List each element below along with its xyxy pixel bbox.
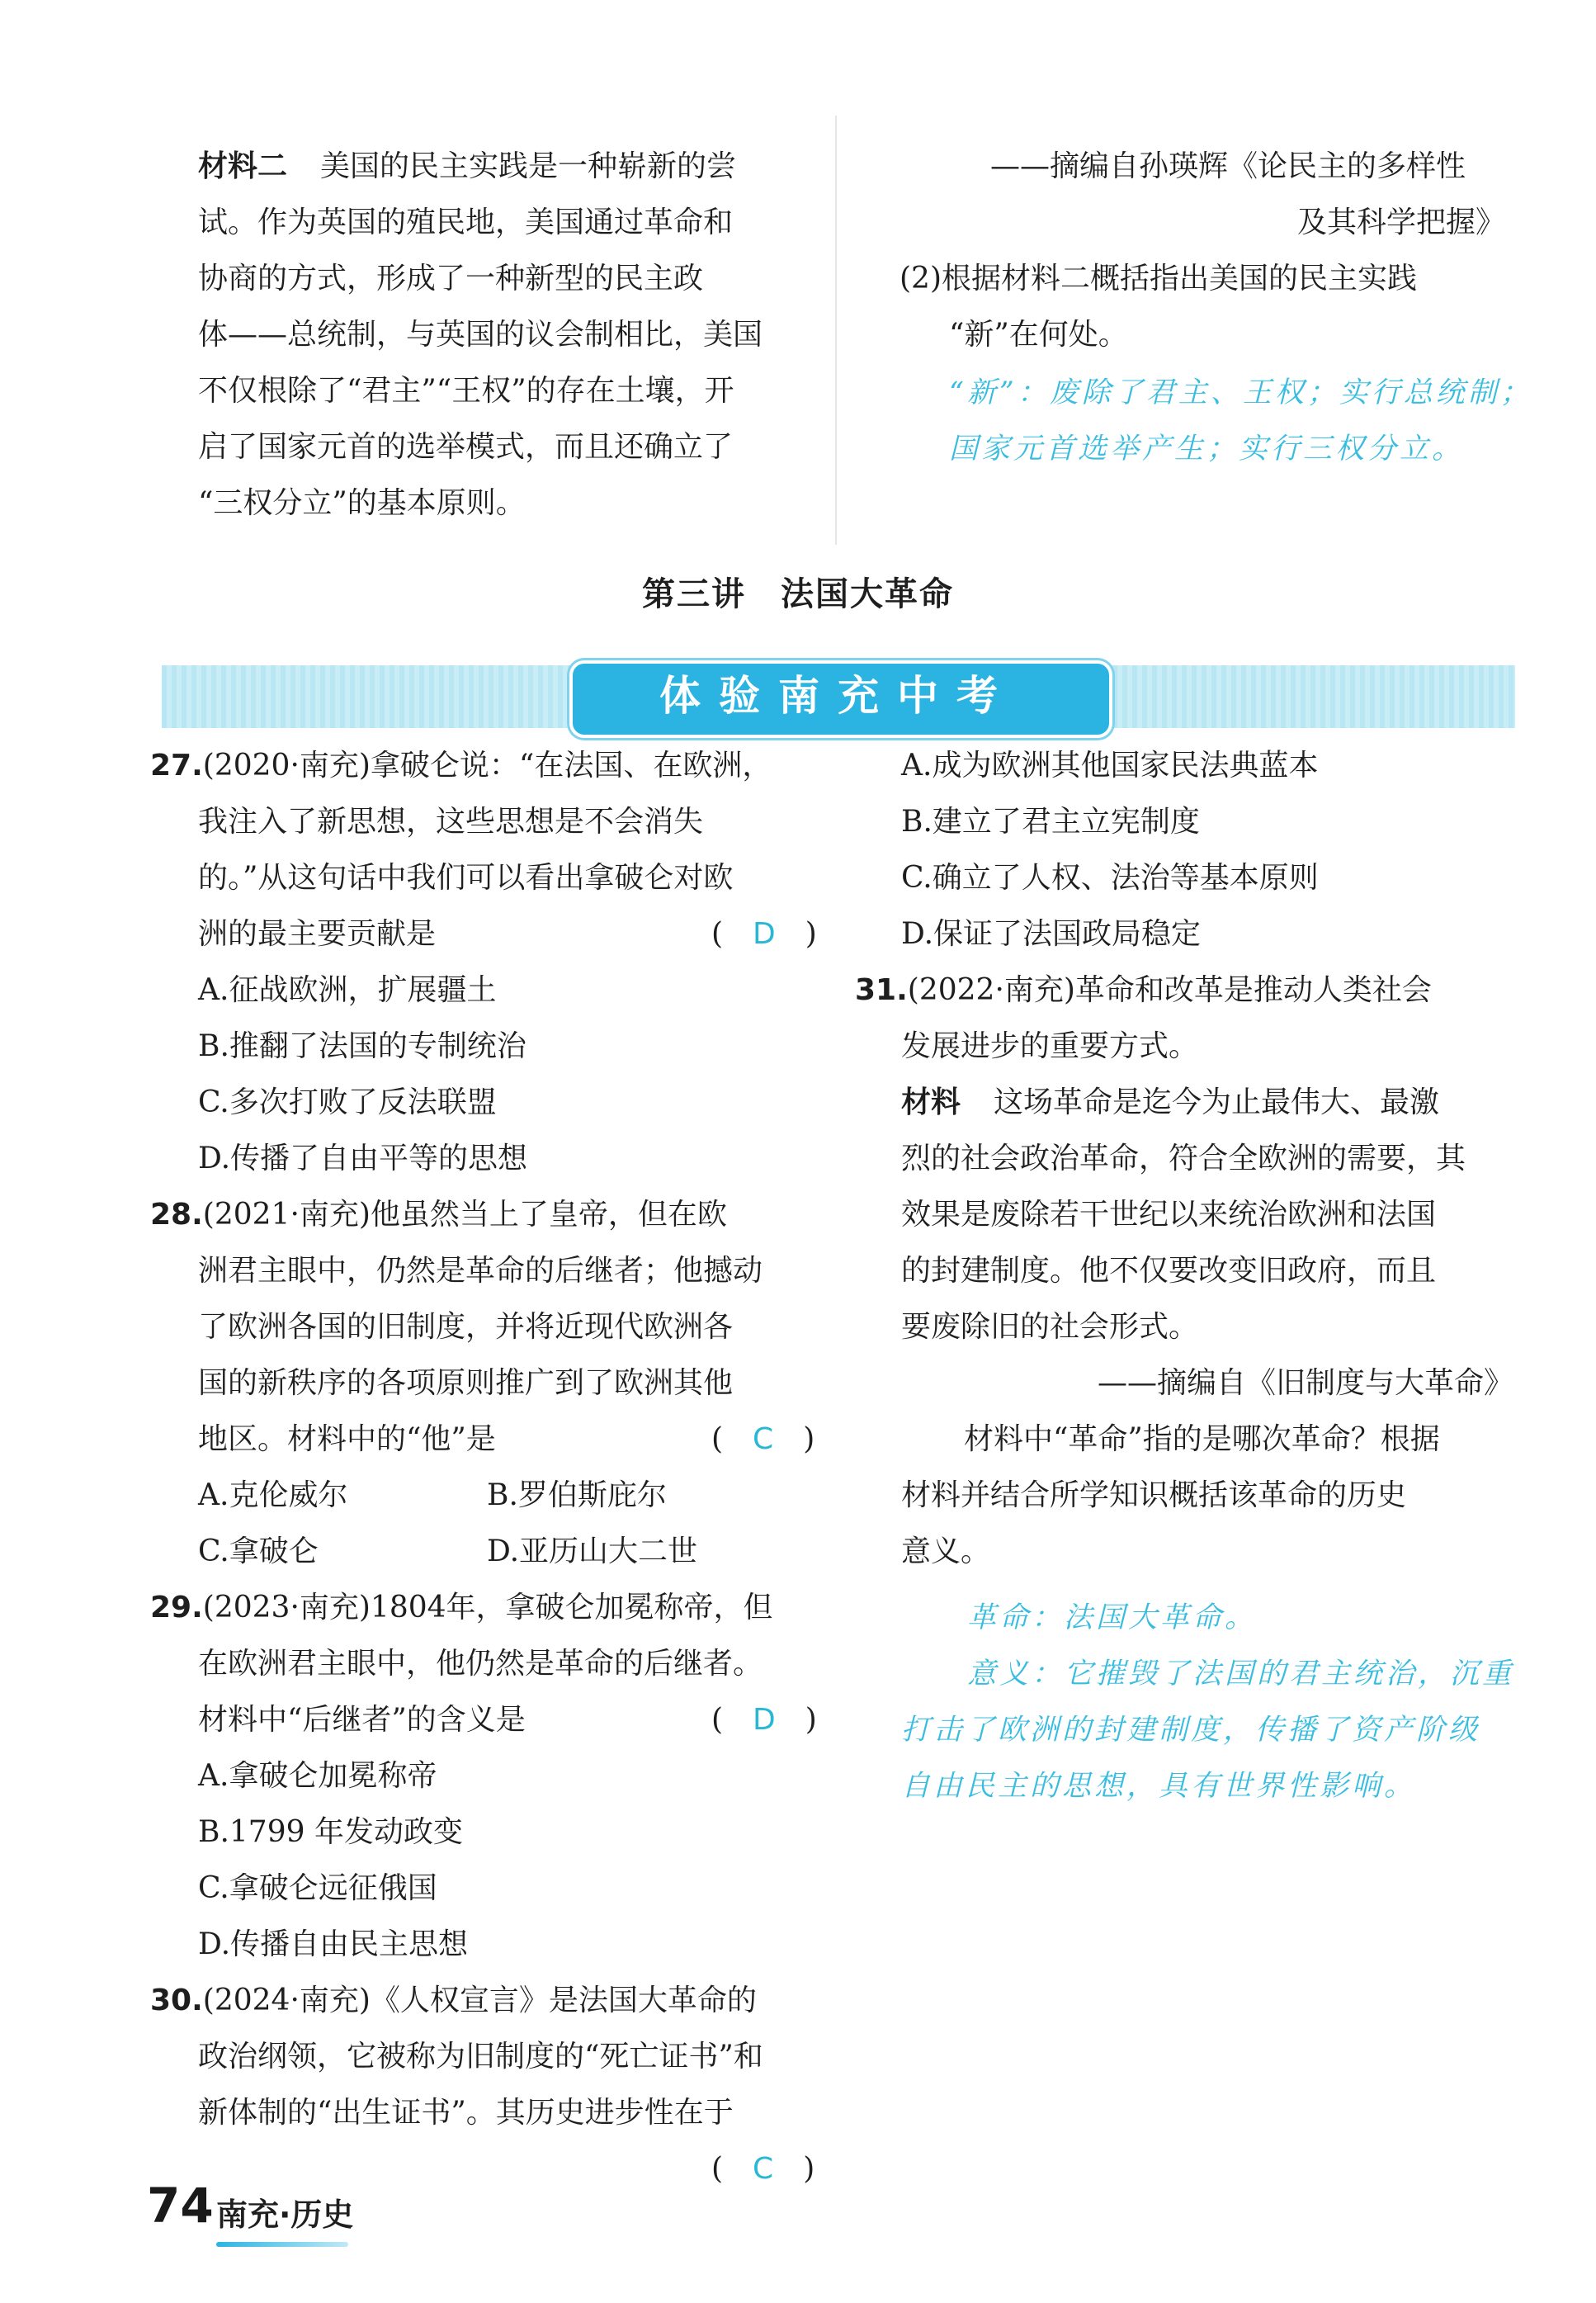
material-line: 要废除旧的社会形式。	[901, 1310, 1199, 1344]
question-number: 27.	[150, 749, 203, 783]
source-line: ——摘编自孙瑛辉《论民主的多样性	[990, 149, 1466, 183]
question-text: (2021·南充)他虽然当上了皇帝，但在欧	[202, 1198, 727, 1232]
material-line: 效果是废除若干世纪以来统治欧洲和法国	[901, 1198, 1437, 1232]
question-text: (2023·南充)1804年，拿破仑加冕称帝，但	[202, 1591, 773, 1624]
question-text: 洲君主眼中，仍然是革命的后继者；他撼动	[198, 1254, 763, 1288]
option: D.传播了自由平等的思想	[198, 1142, 528, 1175]
option: C.确立了人权、法治等基本原则	[901, 861, 1319, 895]
footer-underline	[216, 2242, 348, 2247]
section-title: 第三讲 法国大革命	[642, 575, 954, 613]
answer-bracket: ( C )	[711, 1422, 815, 1456]
question-text: 我注入了新思想，这些思想是不会消失	[198, 805, 704, 839]
handwritten-answer: 革命：法国大革命。	[967, 1601, 1258, 1634]
material-line: 启了国家元首的选举模式，而且还确立了	[198, 430, 734, 464]
option: D.亚历山大二世	[487, 1535, 698, 1568]
option: C.多次打败了反法联盟	[198, 1085, 497, 1119]
question-text: 国的新秩序的各项原则推广到了欧洲其他	[198, 1366, 734, 1400]
option: C.拿破仑	[198, 1535, 319, 1568]
option: D.保证了法国政局稳定	[901, 917, 1202, 951]
question-text: 新体制的“出生证书”。其历史进步性在于	[198, 2096, 734, 2130]
question-text: 材料并结合所学知识概括该革命的历史	[901, 1478, 1407, 1512]
answer-choice: C	[753, 1422, 774, 1456]
material-line: 美国的民主实践是一种崭新的尝	[320, 149, 737, 183]
question-line: “新”在何处。	[949, 318, 1128, 352]
material-line: 的封建制度。他不仅要改变旧政府，而且	[901, 1254, 1437, 1288]
material-label: 材料	[901, 1085, 961, 1119]
question-text: 材料中“革命”指的是哪次革命？根据	[964, 1422, 1440, 1456]
handwritten-answer: 打击了欧洲的封建制度，传播了资产阶级	[901, 1714, 1481, 1747]
question-text: 了欧洲各国的旧制度，并将近现代欧洲各	[198, 1310, 734, 1344]
question-text: 地区。材料中的“他”是	[198, 1422, 496, 1456]
question-text: 发展进步的重要方式。	[901, 1029, 1199, 1063]
answer-choice: D	[753, 1703, 776, 1737]
material-label: 材料二	[198, 149, 288, 183]
option: D.传播自由民主思想	[198, 1927, 469, 1961]
question-number: 29.	[150, 1591, 203, 1624]
question-number: 31.	[855, 973, 908, 1007]
page-number: 74	[147, 2178, 214, 2234]
option: A.征战欧洲，扩展疆土	[198, 973, 497, 1007]
answer-bracket: ( C )	[711, 2152, 815, 2186]
answer-choice: D	[753, 917, 776, 951]
answer-choice: C	[753, 2152, 774, 2186]
handwritten-answer: “新”：废除了君主、王权；实行总统制；	[949, 376, 1532, 409]
option: B.罗伯斯庇尔	[487, 1478, 667, 1512]
material-line: 不仅根除了“君主”“王权”的存在土壤，开	[198, 374, 734, 408]
handwritten-answer: 自由民主的思想，具有世界性影响。	[901, 1770, 1417, 1803]
material-line: “三权分立”的基本原则。	[198, 486, 526, 520]
question-text: 政治纲领，它被称为旧制度的“死亡证书”和	[198, 2040, 763, 2074]
column-divider	[835, 116, 837, 545]
question-text: (2020·南充)拿破仑说：“在法国、在欧洲，	[202, 749, 772, 783]
option: C.拿破仑远征俄国	[198, 1871, 437, 1905]
option: B.建立了君主立宪制度	[901, 805, 1200, 839]
source-line: ——摘编自《旧制度与大革命》	[1098, 1366, 1514, 1400]
answer-bracket: ( D )	[711, 1703, 817, 1737]
question-text: (2024·南充)《人权宣言》是法国大革命的	[202, 1984, 757, 2017]
handwritten-answer: 国家元首选举产生；实行三权分立。	[949, 433, 1465, 466]
material-line: 烈的社会政治革命，符合全欧洲的需要，其	[901, 1142, 1466, 1175]
material-line: 协商的方式，形成了一种新型的民主政	[198, 262, 704, 296]
material-line: 体——总统制，与英国的议会制相比，美国	[198, 318, 763, 352]
option: B.推翻了法国的专制统治	[198, 1029, 526, 1063]
question-text: 洲的最主要贡献是	[198, 917, 437, 951]
handwritten-answer: 意义：它摧毁了法国的君主统治，沉重	[967, 1657, 1515, 1691]
footer-title: 南充·历史	[216, 2197, 354, 2233]
material-line: 试。作为英国的殖民地，美国通过革命和	[198, 206, 734, 239]
question-text: (2022·南充)革命和改革是推动人类社会	[907, 973, 1432, 1007]
option: B.1799 年发动政变	[198, 1815, 463, 1849]
question-text: 意义。	[901, 1535, 991, 1568]
option: A.克伦威尔	[198, 1478, 348, 1512]
option: A.拿破仑加冕称帝	[198, 1759, 437, 1793]
question-text: 材料中“后继者”的含义是	[198, 1703, 526, 1737]
question-line: (2)根据材料二概括指出美国的民主实践	[900, 262, 1417, 296]
option: A.成为欧洲其他国家民法典蓝本	[901, 749, 1319, 783]
banner-title: 体验南充中考	[659, 672, 1016, 720]
material-line: 这场革命是迄今为止最伟大、最激	[994, 1085, 1440, 1119]
answer-bracket: ( D )	[711, 917, 817, 951]
question-number: 30.	[150, 1984, 203, 2017]
question-text: 在欧洲君主眼中，他仍然是革命的后继者。	[198, 1647, 763, 1681]
question-text: 的。”从这句话中我们可以看出拿破仑对欧	[198, 861, 734, 895]
source-line: 及其科学把握》	[1297, 206, 1506, 239]
question-number: 28.	[150, 1198, 203, 1232]
